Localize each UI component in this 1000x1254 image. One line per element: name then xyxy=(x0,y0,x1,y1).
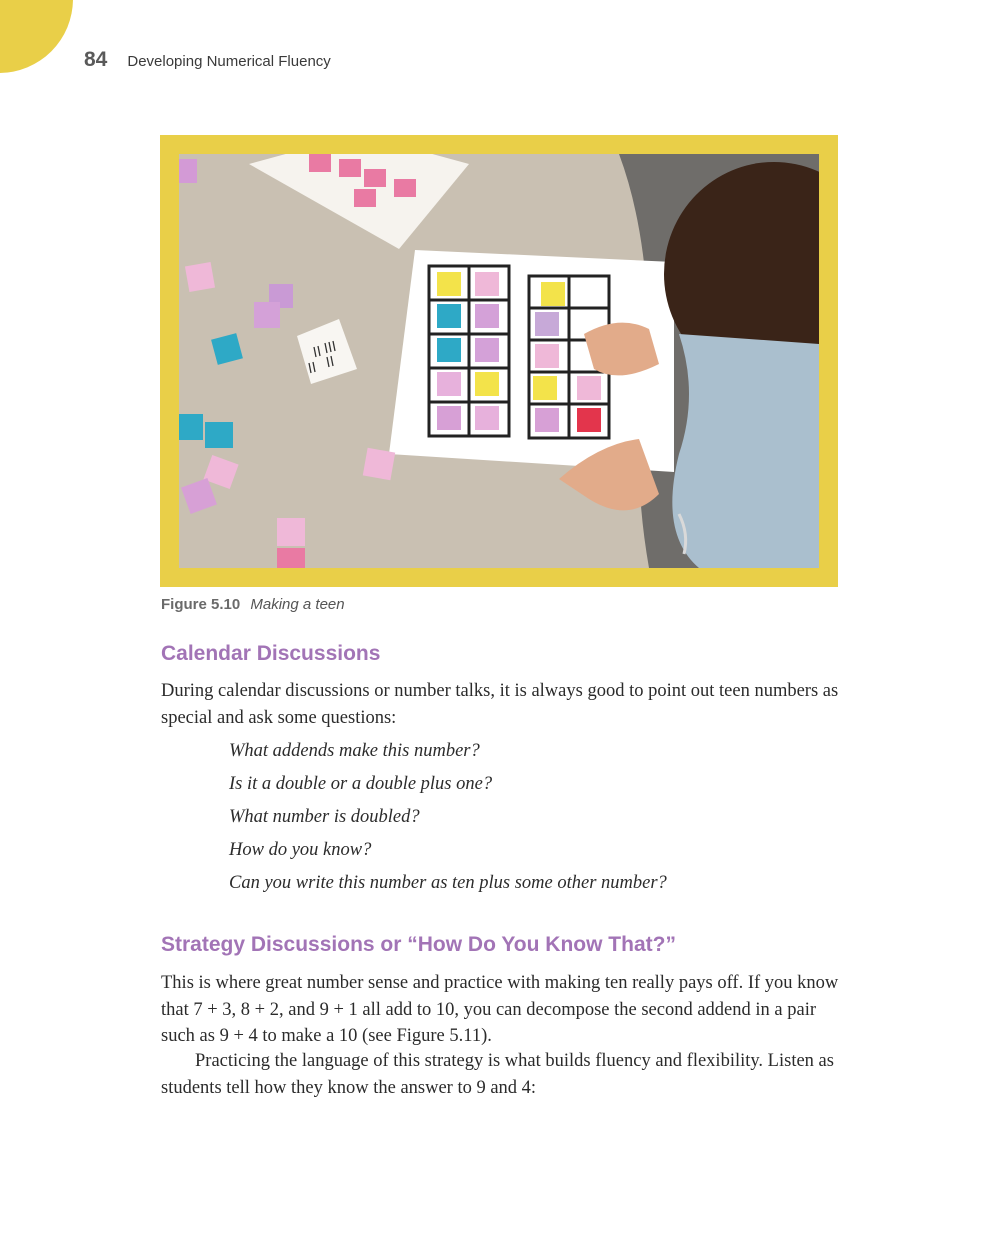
question-item: What addends make this number? xyxy=(229,741,480,761)
question-item: Is it a double or a double plus one? xyxy=(229,774,493,794)
page-number: 84 xyxy=(84,48,108,71)
strategy-heading: Strategy Discussions or “How Do You Know That?” xyxy=(161,933,676,956)
figure-caption xyxy=(161,596,345,613)
figure-photo xyxy=(179,154,819,568)
figure-label: Figure 5.10 xyxy=(161,596,241,613)
calendar-heading: Calendar Discussions xyxy=(161,642,381,665)
question-item: What number is doubled? xyxy=(229,807,420,827)
question-item: How do you know? xyxy=(229,840,372,860)
strategy-paragraph-1: This is where great number sense and practice with making ten really pays off. If you know that 7 + 3, 8 + 2, and 9 + 1 all add to 10, you can decompose the second addend in a pair such as 9 + 4 to make a 10 (see Figure 5.11). xyxy=(161,973,839,1046)
calendar-intro: During calendar discussions or number talks, it is always good to point out teen numbers as special and ask some questions: xyxy=(161,681,839,728)
book-title: Developing Numerical Fluency xyxy=(127,53,331,70)
strategy-paragraph-2: Practicing the language of this strategy is what builds fluency and flexibility. Listen as students tell how they know the answer to 9 and 4: xyxy=(161,1051,834,1098)
figure-title: Making a teen xyxy=(250,596,345,613)
question-list xyxy=(229,735,667,900)
running-head xyxy=(84,48,331,72)
figure-frame xyxy=(160,135,838,587)
question-item: Can you write this number as ten plus some other number? xyxy=(229,873,667,893)
corner-decoration xyxy=(0,0,73,73)
